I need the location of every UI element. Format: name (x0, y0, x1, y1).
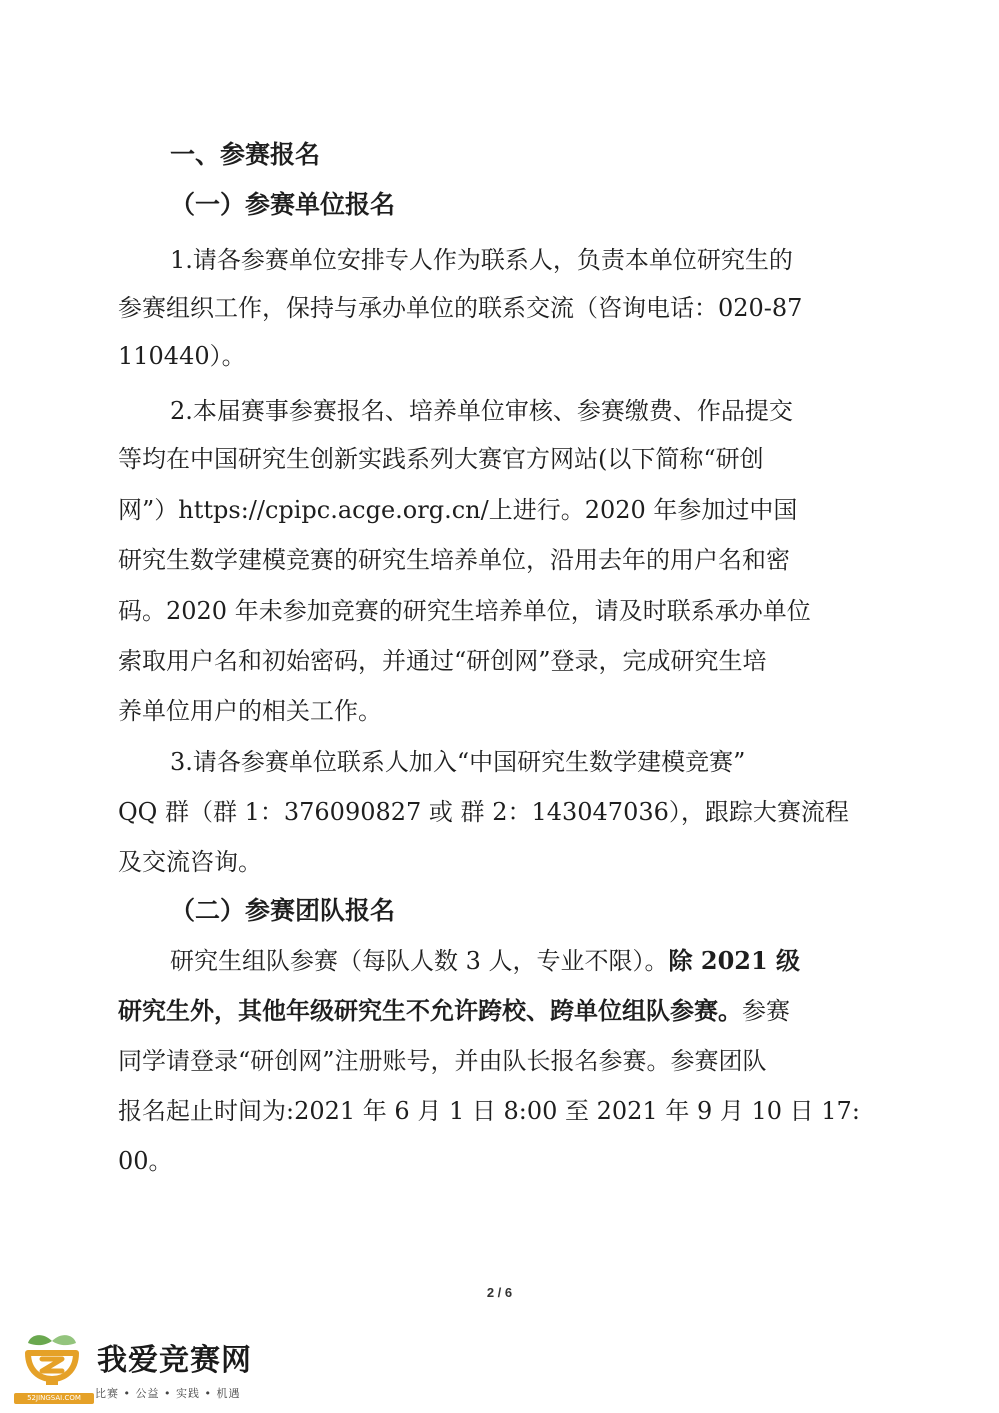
watermark-logo (12, 1333, 262, 1405)
paragraph-line: 索取用户名和初始密码，并通过“研创网”登录，完成研究生培 (118, 647, 767, 675)
paragraph-line: 110440）。 (118, 342, 246, 370)
paragraph-line (170, 946, 800, 976)
section-title: 一、参赛报名 (170, 140, 321, 169)
normal-text: 研究生组队参赛（每队人数 3 人，专业不限）。 (170, 947, 669, 975)
paragraph-line: 码。2020 年未参加竞赛的研究生培养单位，请及时联系承办单位 (118, 597, 811, 625)
bold-text: 研究生外，其他年级研究生不允许跨校、跨单位组队参赛。 (118, 996, 742, 1025)
paragraph-line: 网”）https://cpipc.acge.org.cn/上进行。2020 年参加过中国 (118, 496, 798, 524)
paragraph-line: 2.本届赛事参赛报名、培养单位审核、参赛缴费、作品提交 (170, 397, 793, 425)
page-number: 2 / 6 (486, 1285, 513, 1300)
normal-text: 参赛 (742, 997, 790, 1025)
watermark-url: 52JINGSAI.COM (14, 1393, 94, 1404)
subsection-1-title: （一）参赛单位报名 (170, 190, 396, 219)
paragraph-line: 等均在中国研究生创新实践系列大赛官方网站(以下简称“研创 (118, 445, 764, 473)
paragraph-line: 同学请登录“研创网”注册账号，并由队长报名参赛。参赛团队 (118, 1047, 767, 1075)
paragraph-line (118, 996, 790, 1026)
paragraph-line: 及交流咨询。 (118, 848, 262, 876)
trophy-icon (12, 1333, 92, 1393)
paragraph-line: 00。 (118, 1147, 173, 1175)
paragraph-line: 3.请各参赛单位联系人加入“中国研究生数学建模竞赛” (170, 748, 746, 776)
subsection-2-title: （二）参赛团队报名 (170, 896, 396, 925)
paragraph-line: 研究生数学建模竞赛的研究生培养单位，沿用去年的用户名和密 (118, 546, 790, 574)
paragraph-line: QQ 群（群 1：376090827 或 群 2：143047036），跟踪大赛流程 (118, 798, 849, 826)
bold-text: 除 2021 级 (668, 946, 801, 975)
paragraph-line: 参赛组织工作，保持与承办单位的联系交流（咨询电话：020-87 (118, 294, 803, 322)
watermark-name: 我爱竞赛网 (97, 1343, 252, 1378)
watermark-tagline: 比赛 • 公益 • 实践 • 机遇 (95, 1387, 241, 1400)
paragraph-line: 报名起止时间为:2021 年 6 月 1 日 8:00 至 2021 年 9 月 10 日 17: (118, 1097, 860, 1125)
paragraph-line: 养单位用户的相关工作。 (118, 697, 382, 725)
paragraph-line: 1.请各参赛单位安排专人作为联系人，负责本单位研究生的 (170, 246, 793, 274)
